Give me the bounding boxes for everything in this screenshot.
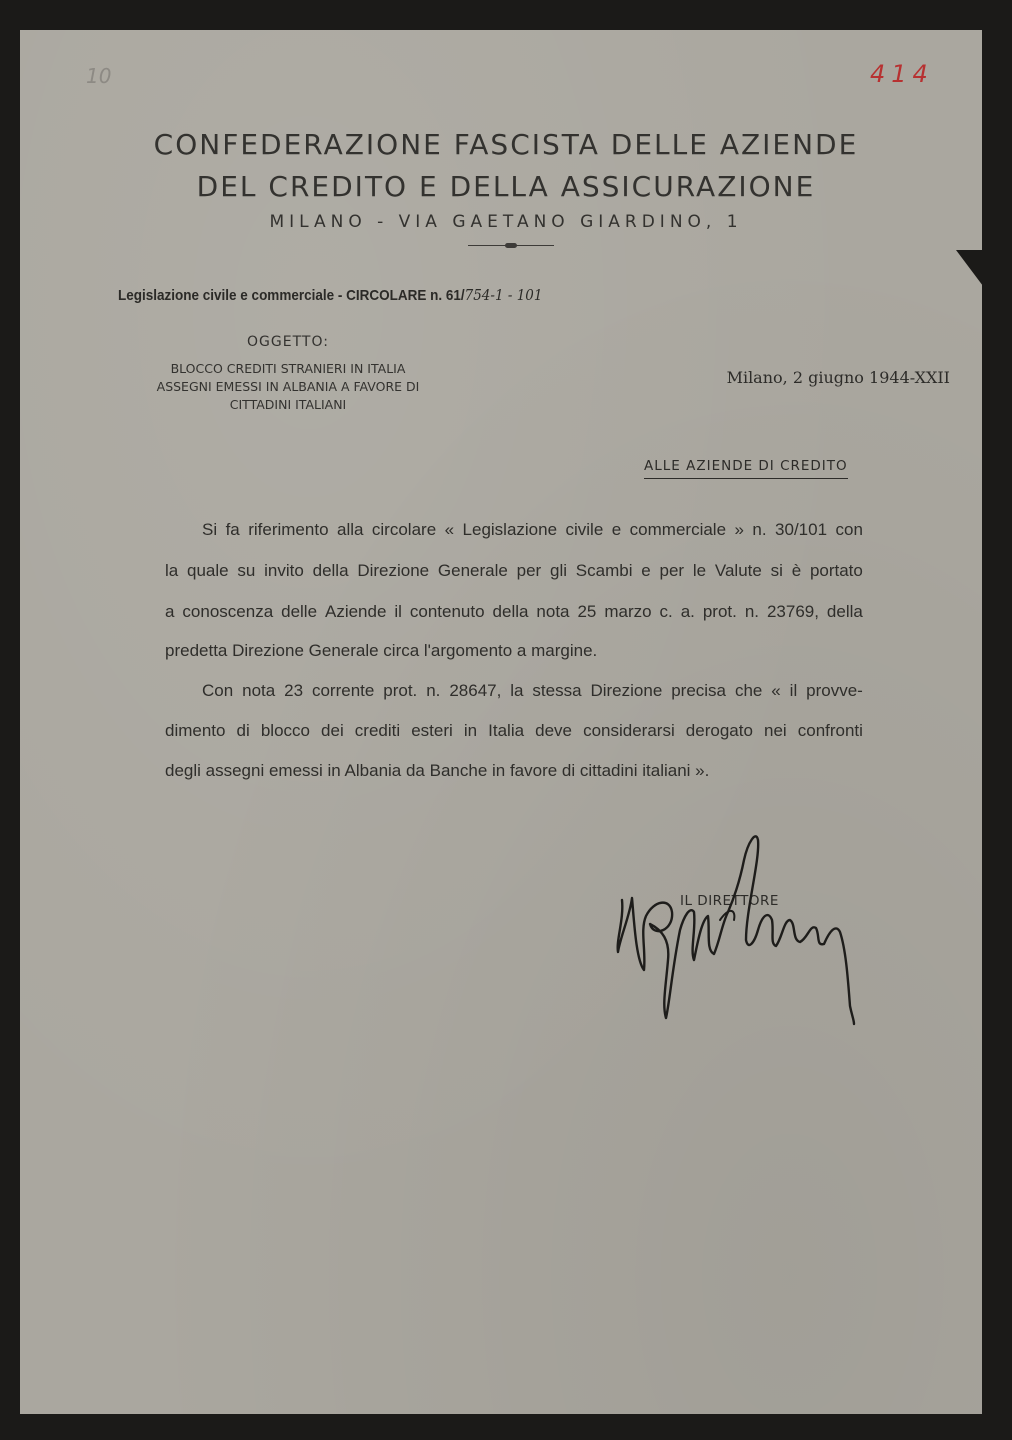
word: nota <box>242 681 276 700</box>
word: Valute <box>714 561 762 580</box>
letterhead-address: MILANO - VIA GAETANO GIARDINO, 1 <box>269 212 743 232</box>
archive-number: 414 <box>870 60 934 88</box>
word: la <box>165 561 179 580</box>
word: il <box>394 602 402 621</box>
signature-title: IL DIRETTORE <box>680 893 779 909</box>
word: della <box>492 602 529 621</box>
divider-ornament <box>505 243 517 248</box>
word: prot. <box>383 681 418 700</box>
word: « <box>444 520 455 539</box>
word: 23 <box>284 681 304 700</box>
word: Con <box>202 681 234 700</box>
word: derogato <box>685 721 753 740</box>
word: a. <box>680 602 695 621</box>
body-line <box>202 681 863 701</box>
subject-line-2: ASSEGNI EMESSI IN ALBANIA A FAVORE DI <box>156 379 420 394</box>
word: n. <box>752 520 767 539</box>
circular-prefix: Legislazione civile e commerciale - CIRCOLARE n. 61/ <box>118 287 465 304</box>
word: con <box>835 520 863 539</box>
word: della <box>826 602 863 621</box>
letterhead-line-1: CONFEDERAZIONE FASCISTA DELLE AZIENDE <box>153 128 859 161</box>
word: alla <box>336 520 364 539</box>
word: le <box>692 561 707 580</box>
word: e <box>641 561 651 580</box>
word: n. <box>744 602 760 621</box>
word: corrente <box>311 681 375 700</box>
body-line <box>202 520 863 540</box>
word: conoscenza <box>182 602 274 621</box>
circular-reference <box>118 286 542 304</box>
word: 23769, <box>766 602 819 621</box>
word: invito <box>264 561 304 580</box>
body-line: degli assegni emessi in Albania da Banche in favore di cittadini italiani ». <box>165 761 710 780</box>
word: 28647, <box>449 681 502 700</box>
word: Direzione <box>590 681 663 700</box>
word: Aziende <box>324 602 387 621</box>
word: 30/101 <box>775 520 828 539</box>
word: Legislazione <box>462 520 558 539</box>
word: deve <box>535 721 573 740</box>
word: circolare <box>371 520 437 539</box>
word: è <box>791 561 802 580</box>
word: nei <box>763 721 787 740</box>
word: blocco <box>260 721 310 740</box>
word: prot. <box>702 602 737 621</box>
word: per <box>659 561 685 580</box>
word: marzo <box>604 602 652 621</box>
word: dei <box>321 721 344 740</box>
letterhead-line-2: DEL CREDITO E DELLA ASSICURAZIONE <box>196 170 816 203</box>
body-line: predetta Direzione Generale circa l'argomento a margine. <box>165 641 598 660</box>
word: confronti <box>797 721 863 740</box>
word: della <box>312 561 349 580</box>
word: considerarsi <box>583 721 675 740</box>
word: precisa <box>671 681 727 700</box>
handwritten-signature <box>610 820 860 1030</box>
word: e <box>611 520 622 539</box>
body-line <box>165 721 863 741</box>
word: esteri <box>411 721 453 740</box>
subject-line-3: CITTADINI ITALIANI <box>229 397 347 412</box>
subject-label: OGGETTO: <box>247 334 329 350</box>
circular-number: 754-1 - 101 <box>464 286 543 304</box>
word: « <box>771 681 781 700</box>
word: crediti <box>354 721 401 740</box>
recipient: ALLE AZIENDE DI CREDITO <box>644 458 848 479</box>
word: di <box>236 721 250 740</box>
word: dimento <box>165 721 226 740</box>
word: Italia <box>488 721 525 740</box>
word: delle <box>281 602 318 621</box>
word: si <box>770 561 783 580</box>
word: riferimento <box>248 520 329 539</box>
word: fa <box>225 520 240 539</box>
body-line <box>165 561 863 581</box>
word: n. <box>426 681 441 700</box>
word: Si <box>202 520 218 539</box>
letter-date: Milano, 2 giugno 1944-XXII <box>726 368 950 387</box>
word: civile <box>565 520 604 539</box>
word: Direzione <box>357 561 430 580</box>
subject-line-1: BLOCCO CREDITI STRANIERI IN ITALIA <box>170 361 406 376</box>
word: a <box>165 602 175 621</box>
word: quale <box>187 561 229 580</box>
word: nota <box>536 602 570 621</box>
word: per <box>516 561 542 580</box>
word: su <box>237 561 256 580</box>
word: portato <box>809 561 863 580</box>
word: contenuto <box>409 602 485 621</box>
body-line <box>165 602 863 622</box>
word: gli <box>550 561 568 580</box>
word: commerciale <box>629 520 727 539</box>
word: » <box>734 520 744 539</box>
word: 25 <box>577 602 597 621</box>
word: c. <box>659 602 673 621</box>
word: stessa <box>532 681 582 700</box>
word: provve- <box>806 681 863 700</box>
pencil-mark: 10 <box>86 64 112 88</box>
word: la <box>510 681 524 700</box>
word: che <box>734 681 763 700</box>
word: in <box>463 721 478 740</box>
word: Generale <box>437 561 508 580</box>
word: Scambi <box>575 561 633 580</box>
word: il <box>789 681 798 700</box>
